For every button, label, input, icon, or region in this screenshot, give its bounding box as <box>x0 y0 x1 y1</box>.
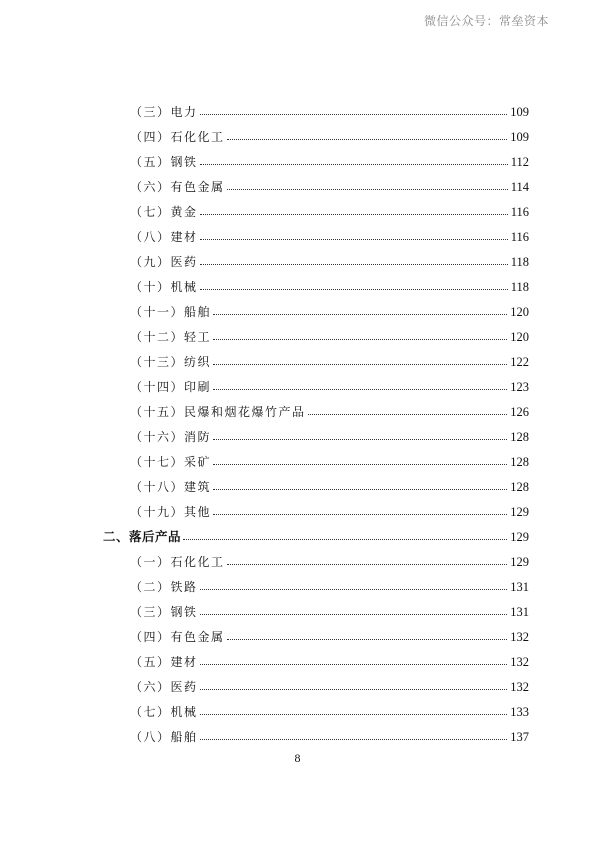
toc-entry-page: 132 <box>510 680 529 694</box>
toc-entry[interactable] <box>130 377 529 397</box>
dot-leader <box>200 714 508 715</box>
dot-leader <box>200 264 508 265</box>
toc-entry-page: 118 <box>510 280 529 294</box>
toc-entry-label: （十九）其他 <box>130 505 212 519</box>
toc-entry-label: （十一）船舶 <box>130 305 212 319</box>
toc-entry-page: 131 <box>510 605 529 619</box>
toc-entry-page: 132 <box>510 630 529 644</box>
page-number: 8 <box>294 751 301 765</box>
toc-entry-page: 129 <box>510 505 529 519</box>
dot-leader <box>213 514 507 515</box>
toc-entry-label: （八）船舶 <box>130 730 198 744</box>
toc-entry[interactable] <box>130 727 529 747</box>
toc-entry[interactable] <box>130 627 529 647</box>
toc-entry-label: （四）有色金属 <box>130 630 225 644</box>
toc-entry[interactable] <box>130 502 529 522</box>
dot-leader <box>200 114 508 115</box>
toc-entry-label: （六）医药 <box>130 680 198 694</box>
toc-entry-page: 126 <box>510 405 529 419</box>
toc-entry-label: （十三）纺织 <box>130 355 212 369</box>
toc-entry-page: 116 <box>510 230 529 244</box>
toc-entry-page: 128 <box>510 480 529 494</box>
toc-entry-page: 129 <box>510 555 529 569</box>
toc-entry-label: （十）机械 <box>130 280 198 294</box>
toc-entry[interactable] <box>130 352 529 372</box>
dot-leader <box>200 614 508 615</box>
toc-entry-label: （十八）建筑 <box>130 480 212 494</box>
toc-entry-page: 123 <box>510 380 529 394</box>
dot-leader <box>213 439 507 440</box>
dot-leader <box>200 664 508 665</box>
toc-entry-label: （五）建材 <box>130 655 198 669</box>
dot-leader <box>200 214 508 215</box>
toc-entry[interactable] <box>130 477 529 497</box>
toc-entry-label: （一）石化化工 <box>130 555 225 569</box>
dot-leader <box>213 364 507 365</box>
toc-entry-page: 132 <box>510 655 529 669</box>
toc-entry-page: 120 <box>510 305 529 319</box>
toc-entry[interactable] <box>130 552 529 572</box>
toc-entry-label: （十四）印刷 <box>130 380 212 394</box>
dot-leader <box>213 464 507 465</box>
toc-entry-page: 128 <box>510 455 529 469</box>
toc-entry-label: （十五）民爆和烟花爆竹产品 <box>130 405 306 419</box>
toc-entry[interactable] <box>130 302 529 322</box>
toc-entry[interactable] <box>130 127 529 147</box>
toc-entry-label: （四）石化化工 <box>130 130 225 144</box>
toc-entry-label: （八）建材 <box>130 230 198 244</box>
toc-entry[interactable] <box>130 202 529 222</box>
toc-entry[interactable] <box>130 602 529 622</box>
toc-entry[interactable] <box>130 227 529 247</box>
dot-leader <box>227 139 508 140</box>
toc-entry-page: 129 <box>510 530 529 544</box>
toc-entry[interactable] <box>130 677 529 697</box>
toc-entry-label: （二）铁路 <box>130 580 198 594</box>
toc-entry-page: 128 <box>510 430 529 444</box>
dot-leader <box>227 189 508 190</box>
toc-entry[interactable] <box>130 327 529 347</box>
toc-entry-label: （十七）采矿 <box>130 455 212 469</box>
toc-entry-label: 二、落后产品 <box>103 529 182 544</box>
dot-leader <box>200 689 508 690</box>
dot-leader <box>200 164 508 165</box>
toc-entry[interactable] <box>130 277 529 297</box>
toc-entry-page: 116 <box>510 205 529 219</box>
dot-leader <box>183 539 507 540</box>
dot-leader <box>308 414 508 415</box>
dot-leader <box>200 589 508 590</box>
toc-entry-page: 109 <box>510 105 529 119</box>
toc-entry-page: 122 <box>510 355 529 369</box>
dot-leader <box>200 289 508 290</box>
dot-leader <box>227 564 508 565</box>
toc-entry-page: 137 <box>510 730 529 744</box>
toc-entry[interactable] <box>130 652 529 672</box>
toc-entry-page: 112 <box>510 155 529 169</box>
toc-entry-label: （五）钢铁 <box>130 155 198 169</box>
toc-section-entry[interactable] <box>103 527 529 547</box>
dot-leader <box>200 739 508 740</box>
toc-entry-label: （七）机械 <box>130 705 198 719</box>
toc-entry-page: 114 <box>510 180 529 194</box>
toc-entry-page: 133 <box>510 705 529 719</box>
toc-entry[interactable] <box>130 577 529 597</box>
toc-entry[interactable] <box>130 102 529 122</box>
toc-entry[interactable] <box>130 452 529 472</box>
toc-entry-page: 120 <box>510 330 529 344</box>
toc-entry-label: （十六）消防 <box>130 430 212 444</box>
toc-entry-label: （三）钢铁 <box>130 605 198 619</box>
watermark: 微信公众号：常垒资本 <box>423 14 549 28</box>
dot-leader <box>200 239 508 240</box>
dot-leader <box>213 314 507 315</box>
toc-entry[interactable] <box>130 427 529 447</box>
toc-entry[interactable] <box>130 702 529 722</box>
dot-leader <box>213 489 507 490</box>
toc-entry-label: （九）医药 <box>130 255 198 269</box>
toc-entry-label: （六）有色金属 <box>130 180 225 194</box>
toc-entry-label: （三）电力 <box>130 105 198 119</box>
toc-entry[interactable] <box>130 177 529 197</box>
dot-leader <box>213 389 507 390</box>
toc-entry[interactable] <box>130 402 529 422</box>
toc-entry-page: 131 <box>510 580 529 594</box>
toc-entry[interactable] <box>130 152 529 172</box>
toc-entry-page: 118 <box>510 255 529 269</box>
dot-leader <box>213 339 507 340</box>
toc-entry-label: （七）黄金 <box>130 205 198 219</box>
dot-leader <box>227 639 508 640</box>
toc-entry-label: （十二）轻工 <box>130 330 212 344</box>
toc-entry-page: 109 <box>510 130 529 144</box>
toc-entry[interactable] <box>130 252 529 272</box>
